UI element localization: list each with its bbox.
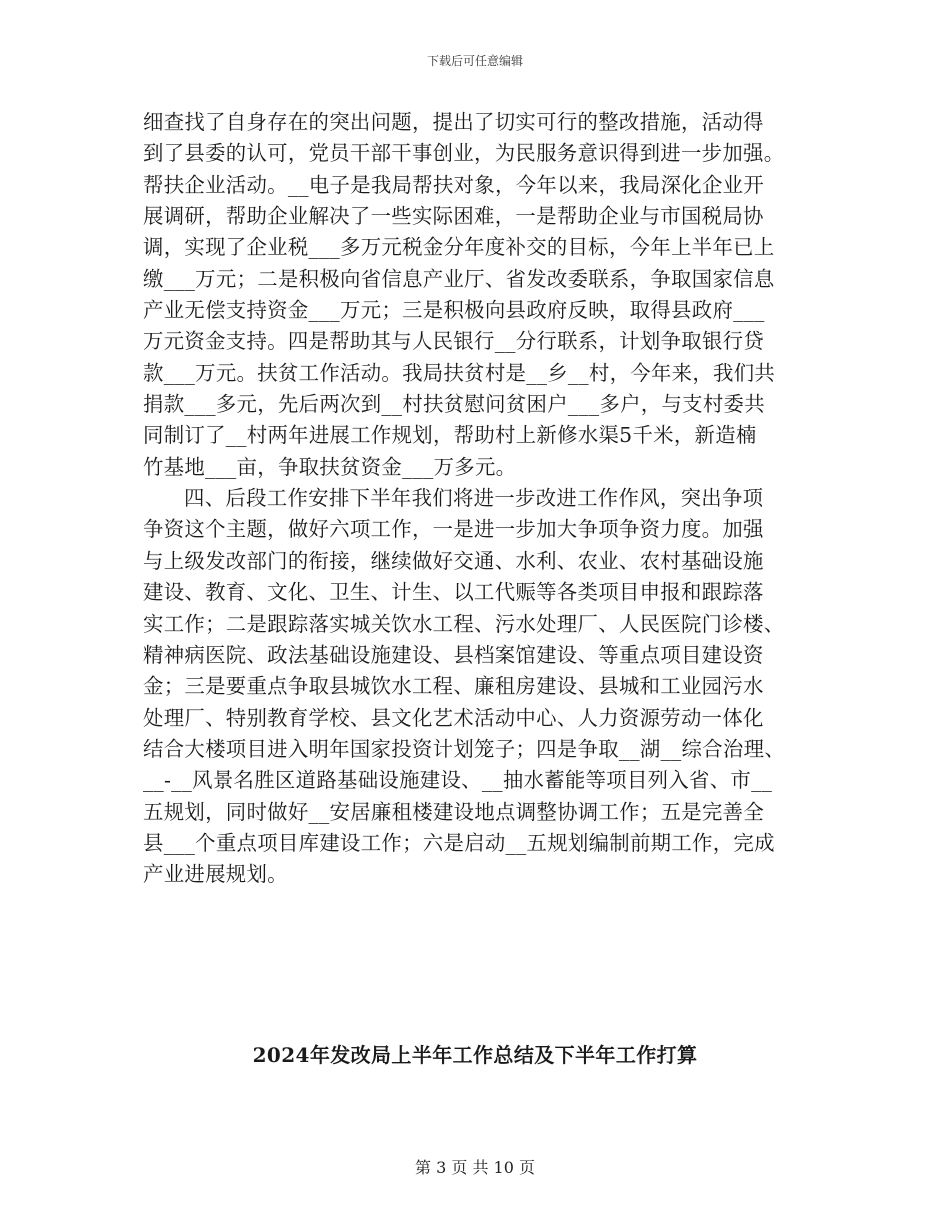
text-line: 到了县委的认可，党员干部干事创业，为民服务意识得到进一步加强。 [143, 141, 785, 166]
text-line: 实工作；二是跟踪落实城关饮水工程、污水处理厂、人民医院门诊楼、 [143, 611, 785, 636]
text-line: 精神病医院、政法基础设施建设、县档案馆建设、等重点项目建设资 [143, 642, 764, 667]
text-line: 帮扶企业活动。__电子是我局帮扶对象，今年以来，我局深化企业开 [143, 172, 765, 197]
text-line: 结合大楼项目进入明年国家投资计划笼子；四是争取__湖__综合治理、 [143, 736, 786, 761]
text-line: 县___个重点项目库建设工作；六是启动__五规划编制前期工作，完成 [143, 830, 775, 855]
text-line: 金；三是要重点争取县城饮水工程、廉租房建设、县城和工业园污水 [143, 674, 764, 699]
text-line: 竹基地___亩，争取扶贫资金___万多元。 [143, 454, 517, 479]
text-line: 展调研，帮助企业解决了一些实际困难，一是帮助企业与市国税局协 [143, 204, 764, 229]
text-line: 处理厂、特别教育学校、县文化艺术活动中心、人力资源劳动一体化 [143, 705, 764, 730]
text-line: 争资这个主题，做好六项工作，一是进一步加大争项争资力度。加强 [143, 517, 764, 542]
text-line: 五规划，同时做好__安居廉租楼建设地点调整协调工作；五是完善全 [143, 799, 765, 824]
body-text [143, 107, 807, 891]
text-line: 捐款___多元，先后两次到__村扶贫慰问贫困户___多户，与支村委共 [143, 392, 765, 417]
text-line: 细查找了自身存在的突出问题，提出了切实可行的整改措施，活动得 [143, 110, 764, 134]
text-line: 与上级发改部门的衔接，继续做好交通、水利、农业、农村基础设施 [143, 548, 764, 573]
text-line: 万元资金支持。四是帮助其与人民银行__分行联系，计划争取银行贷 [143, 329, 765, 354]
text-line: 款___万元。扶贫工作活动。我局扶贫村是__乡__村，今年来，我们共 [143, 360, 776, 385]
text-line: 产业无偿支持资金___万元；三是积极向县政府反映，取得县政府___ [143, 298, 765, 323]
text-line: 调，实现了企业税___多万元税金分年度补交的目标，今年上半年已上 [143, 235, 775, 260]
text-line: 产业进展规划。 [143, 862, 288, 887]
text-line: 缴___万元；二是积极向省信息产业厅、省发改委联系，争取国家信息 [143, 266, 775, 291]
text-line: __-__风景名胜区道路基础设施建设、__抽水蓄能等项目列入省、市__ [143, 768, 773, 793]
page-number: 第 3 页 共 10 页 [415, 1158, 535, 1177]
page-header-note: 下载后可任意编辑 [426, 54, 523, 68]
section-title: 2024年发改局上半年工作总结及下半年工作打算 [252, 1043, 698, 1067]
paragraph-start-line: 四、后段工作安排下半年我们将进一步改进工作作风，突出争项 [184, 486, 764, 511]
text-line: 建设、教育、文化、卫生、计生、以工代赈等各类项目申报和跟踪落 [143, 580, 764, 605]
text-line: 同制订了__村两年进展工作规划，帮助村上新修水渠5千米，新造楠 [143, 423, 757, 448]
